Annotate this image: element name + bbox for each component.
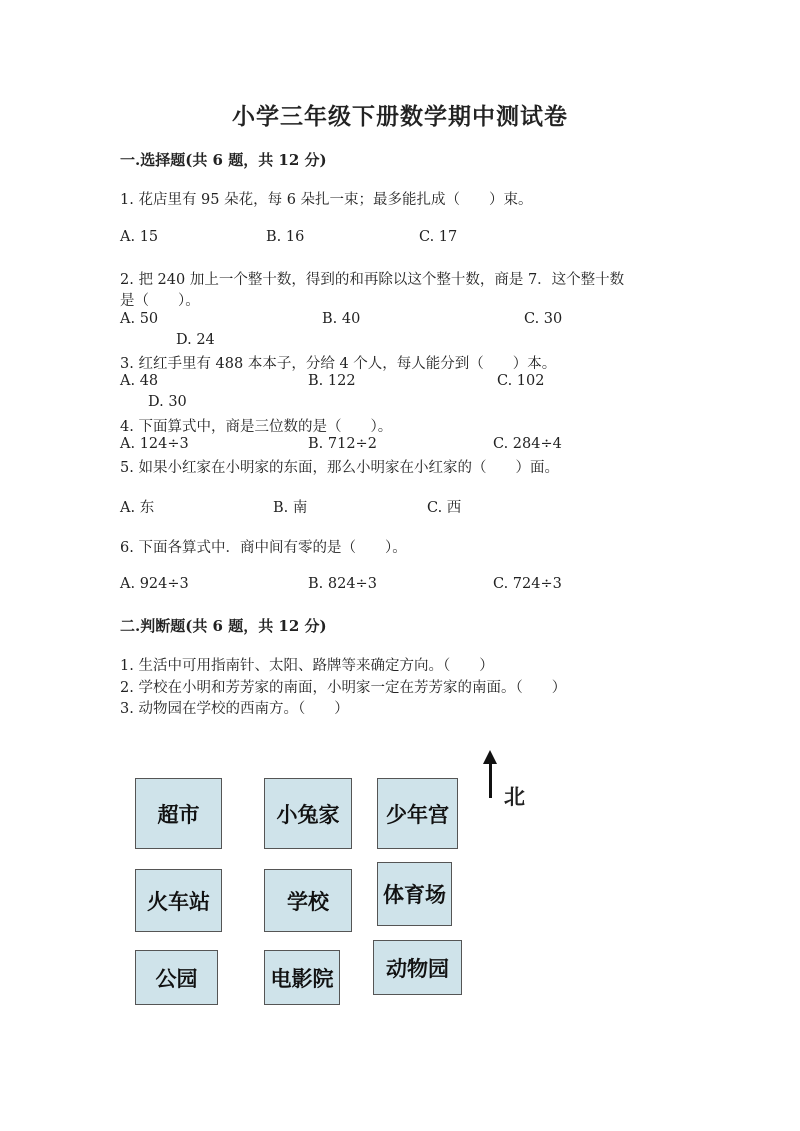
q1-option-b: B. 16 <box>266 229 305 245</box>
map-box-park: 公园 <box>135 950 218 1005</box>
q6-option-b: B. 824÷3 <box>308 576 377 592</box>
question-2-line-1: 2. 把 240 加上一个整十数，得到的和再除以这个整十数，商是 7．这个整十数 <box>120 272 625 288</box>
q6-option-c: C. 724÷3 <box>493 576 562 592</box>
q4-option-b: B. 712÷2 <box>308 436 377 452</box>
question-1: 1. 花店里有 95 朵花，每 6 朵扎一束；最多能扎成（ ）束。 <box>120 192 533 208</box>
q5-option-c: C. 西 <box>427 500 462 516</box>
north-label: 北 <box>504 785 525 809</box>
q3-option-a: A. 48 <box>120 373 159 389</box>
q2-option-d: D. 24 <box>176 332 215 348</box>
q5-option-a: A. 东 <box>120 500 155 516</box>
q3-option-d: D. 30 <box>148 394 187 410</box>
q2-option-c: C. 30 <box>524 311 563 327</box>
q3-option-c: C. 102 <box>497 373 545 389</box>
map-box-supermarket: 超市 <box>135 778 222 849</box>
north-arrow-icon <box>489 762 492 798</box>
question-2-line-2: 是（ ）。 <box>120 293 200 309</box>
map-box-train-station: 火车站 <box>135 869 222 932</box>
map-box-youth-palace: 少年宫 <box>377 778 458 849</box>
map-box-stadium: 体育场 <box>377 862 452 926</box>
q6-option-a: A. 924÷3 <box>120 576 189 592</box>
q1-option-a: A. 15 <box>120 229 159 245</box>
section-1-heading: 一.选择题(共 6 题，共 12 分) <box>120 151 327 169</box>
question-5: 5. 如果小红家在小明家的东面，那么小明家在小红家的（ ）面。 <box>120 460 559 476</box>
q5-option-b: B. 南 <box>273 500 308 516</box>
map-box-zoo: 动物园 <box>373 940 462 995</box>
map-box-cinema: 电影院 <box>264 950 340 1005</box>
judge-question-1: 1. 生活中可用指南针、太阳、路牌等来确定方向。（ ） <box>120 658 494 674</box>
map-box-rabbit-home: 小兔家 <box>264 778 352 849</box>
judge-question-3: 3. 动物园在学校的西南方。（ ） <box>120 701 349 717</box>
page-title: 小学三年级下册数学期中测试卷 <box>232 103 568 130</box>
q1-option-c: C. 17 <box>419 229 458 245</box>
question-3: 3. 红红手里有 488 本本子，分给 4 个人，每人能分到（ ）本。 <box>120 356 557 372</box>
q4-option-a: A. 124÷3 <box>120 436 189 452</box>
judge-question-2: 2. 学校在小明和芳芳家的南面，小明家一定在芳芳家的南面。（ ） <box>120 680 567 696</box>
q2-option-a: A. 50 <box>120 311 159 327</box>
map-box-school: 学校 <box>264 869 352 932</box>
q4-option-c: C. 284÷4 <box>493 436 562 452</box>
question-6: 6. 下面各算式中．商中间有零的是（ ）。 <box>120 540 407 556</box>
q3-option-b: B. 122 <box>308 373 356 389</box>
q2-option-b: B. 40 <box>322 311 361 327</box>
section-2-heading: 二.判断题(共 6 题，共 12 分) <box>120 617 327 635</box>
question-4: 4. 下面算式中，商是三位数的是（ ）。 <box>120 419 393 435</box>
